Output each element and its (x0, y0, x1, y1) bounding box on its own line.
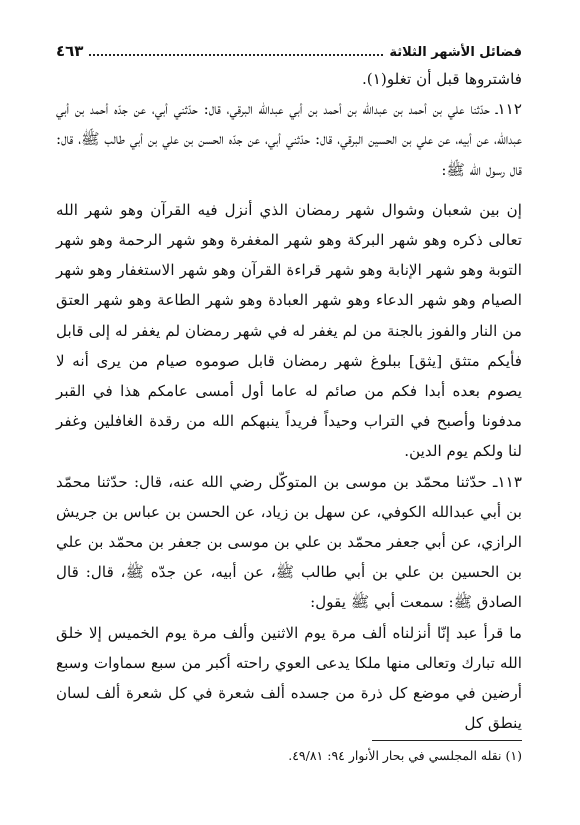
running-header (56, 34, 522, 60)
footnote: (١) نقله المجلسي في بحار الأنوار ٩٤: ٤٩/٨١. (288, 748, 522, 763)
page-body (56, 64, 522, 738)
paragraph-5: ما قرأ عبد إنّا أنزلناه ألف مرة يوم الاثنين وألف مرة يوم الخميس إلا خلق الله تبارك وتعالى منها ملكا يدعى العوي راحته أكبر من سبع سماوات وسبع أرضين في موضع كل ذرة من جسده ألف شعرة في كل شعرة ألف لسان ينطق كل (56, 623, 522, 733)
page-number: ٤٦٣ (56, 42, 84, 60)
paragraph-1: فاشتروها قبل أن تغلو(١). (361, 70, 522, 88)
paragraph-4: ١١٣ـ حدّثنا محمّد بن موسى بن المتوكّل رضي الله عنه، قال: حدّثنا محمّد بن أبي عبدالله الكوفي، عن سهل بن زياد، عن الحسن بن عباس بن جريش الرازي، عن أبي جعفر محمّد بن علي بن موسى بن جعفر بن محمّد بن علي بن الحسين بن علي بن أبي طالب ﷺ، عن أبيه، عن جدّه ﷺ، قال: قال الصادق ﷺ: سمعت أبي ﷺ يقول: (56, 472, 522, 612)
header-title: فضائل الأشهر الثلاثة (389, 45, 522, 60)
paragraph-gap (56, 185, 522, 195)
footnote-rule (372, 740, 522, 741)
paragraph-3: إن بين شعبان وشوال شهر رمضان الذي أنزل فيه القرآن وهو شهر الله تعالى ذكره وهو شهر البركة وهو شهر المغفرة وهو شهر الرحمة وهو شهر التوبة وهو شهر الإنابة وهو شهر قراءة القرآن وهو شهر الاستغفار وهو شهر الصيام وهو شهر الدعاء وهو شهر العبادة وهو شهر الطاعة وهو شهر العتق من النار والفوز بالجنة من لم يغفر له في شهر رمضان لم يغفر له إلى قابل فأيكم متثق [يثق] ببلوغ شهر رمضان قابل صوموه صيام من يرى أنه لا يصوم بعده أبدا فكم من صائم له عاما أول أمسى عامكم هذا في القبر مدفونا وأصبح في التراب وحيداً فريداً ينبهكم الله من رقدة الغافلين وغفر لنا ولكم يوم الدين. (56, 200, 522, 461)
header-dot-leader (89, 53, 383, 56)
paragraph-2: ١١٢ـ حدّثنا علي بن أحمد بن عبدالله بن أحمد بن أبي عبدالله البرقي، قال: حدّثني أبي، عن جدّه أحمد بن أبي عبدالله، عن أبيه، عن علي بن الحسين البرقي، قال: حدّثني أبي، عن جدّه الحسن بن علي بن أبي طالب ﷺ، قال: قال رسول الله ﷺ: (56, 100, 522, 179)
